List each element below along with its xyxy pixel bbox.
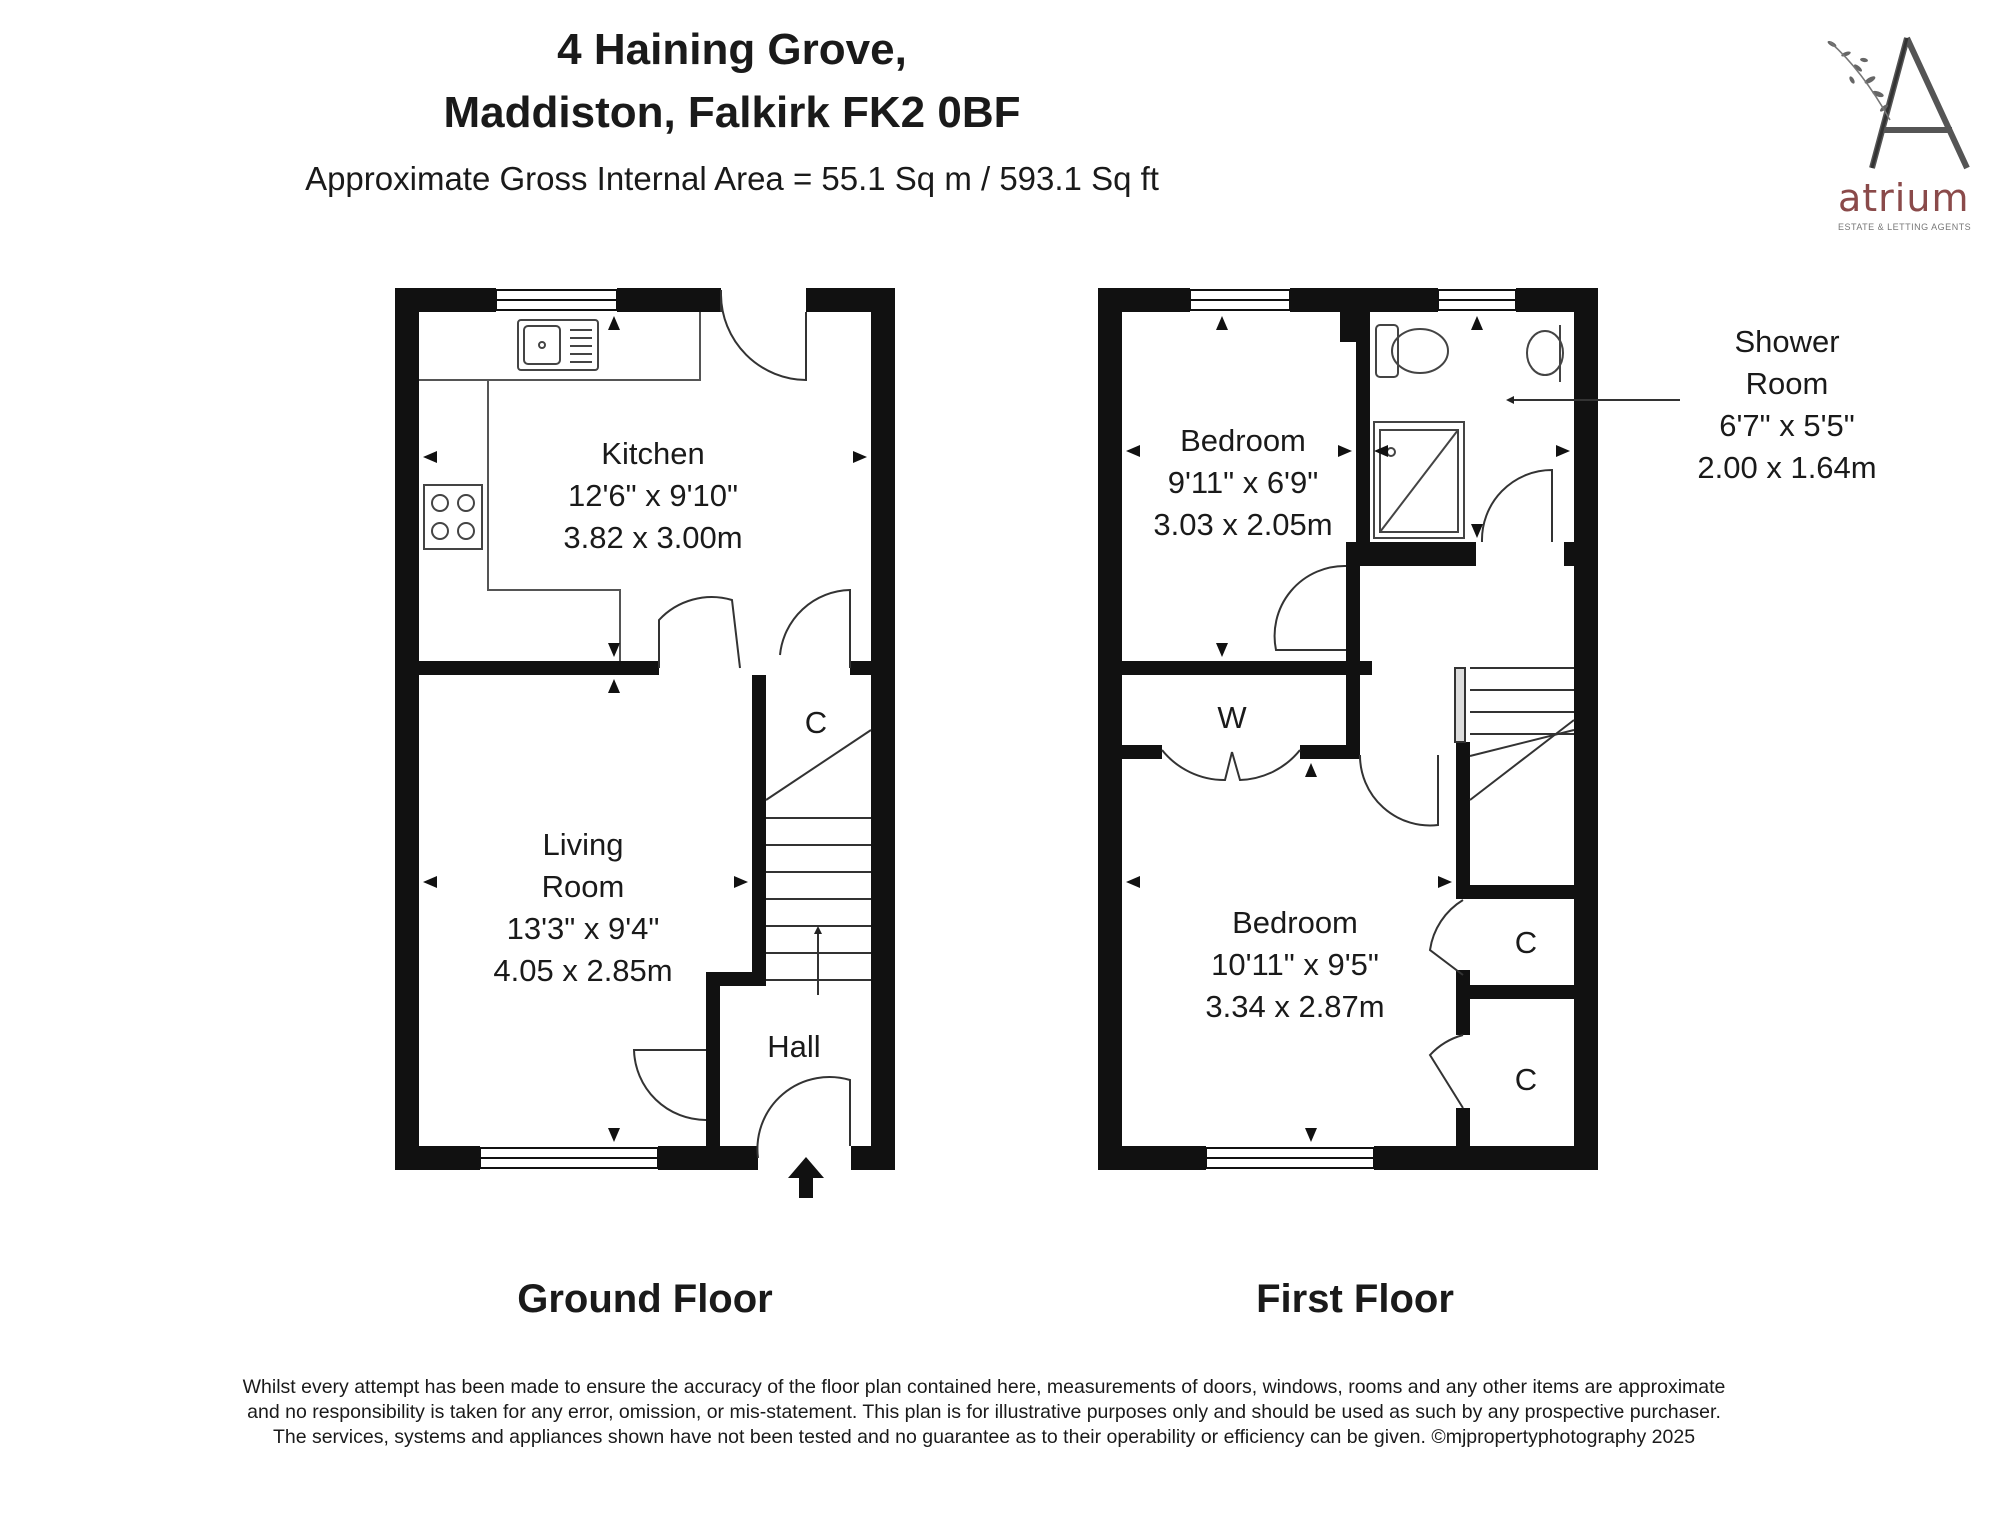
living-room-name-line1: Living (542, 827, 624, 862)
kitchen-size-imperial: 12'6" x 9'10" (567, 478, 739, 513)
living-room-size-imperial: 13'3" x 9'4" (506, 911, 660, 946)
shower-room-name-line2: Room (1745, 366, 1829, 401)
shower-room-name-line1: Shower (1734, 324, 1840, 359)
logo-wordmark: atrium (1838, 176, 1970, 220)
kitchen-name: Kitchen (601, 436, 705, 471)
shower-room-size-imperial: 6'7" x 5'5" (1719, 408, 1855, 443)
bedroom1-size-metric: 3.03 x 2.05m (1153, 507, 1333, 542)
disclaimer (0, 1375, 1984, 1450)
living-room-size-metric: 4.05 x 2.85m (493, 953, 673, 988)
address-line-1: 4 Haining Grove, (557, 25, 907, 74)
hall-label: Hall (767, 1029, 821, 1064)
bedroom2-name: Bedroom (1232, 905, 1358, 940)
kitchen-size-metric: 3.82 x 3.00m (563, 520, 743, 555)
address-line-2: Maddiston, Falkirk FK2 0BF (443, 88, 1021, 137)
cupboard-label: C (804, 705, 828, 740)
disclaimer-line-3: The services, systems and appliances shown have not been tested and no guarantee as to their operability or efficiency can be given. ©mjpropertyphotography 2025 (272, 1426, 1696, 1448)
ground-floor-plan (395, 288, 895, 1321)
disclaimer-line-2: and no responsibility is taken for any error, omission, or mis-statement. This plan is for illustrative purposes only and should be used as such by any prospective purchaser. (247, 1401, 1721, 1423)
first-floor-plan (1098, 288, 1877, 1321)
logo-tagline: ESTATE & LETTING AGENTS (1838, 222, 1972, 232)
cupboard1-label: C (1514, 925, 1538, 960)
bedroom1-name: Bedroom (1180, 423, 1306, 458)
disclaimer-line-1: Whilst every attempt has been made to ensure the accuracy of the floor plan contained here, measurements of doors, windows, rooms and any other items are approximate (242, 1376, 1726, 1398)
cupboard2-label: C (1514, 1062, 1538, 1097)
wardrobe-label: W (1217, 700, 1247, 735)
first-floor-title: First Floor (1256, 1277, 1454, 1321)
shower-room-size-metric: 2.00 x 1.64m (1697, 450, 1877, 485)
gross-internal-area: Approximate Gross Internal Area = 55.1 Sq m / 593.1 Sq ft (305, 160, 1159, 197)
ground-floor-title: Ground Floor (517, 1277, 773, 1321)
bedroom2-size-imperial: 10'11" x 9'5" (1211, 947, 1379, 982)
living-room-name-line2: Room (541, 869, 625, 904)
bedroom2-size-metric: 3.34 x 2.87m (1205, 989, 1385, 1024)
bedroom1-size-imperial: 9'11" x 6'9" (1167, 465, 1319, 500)
